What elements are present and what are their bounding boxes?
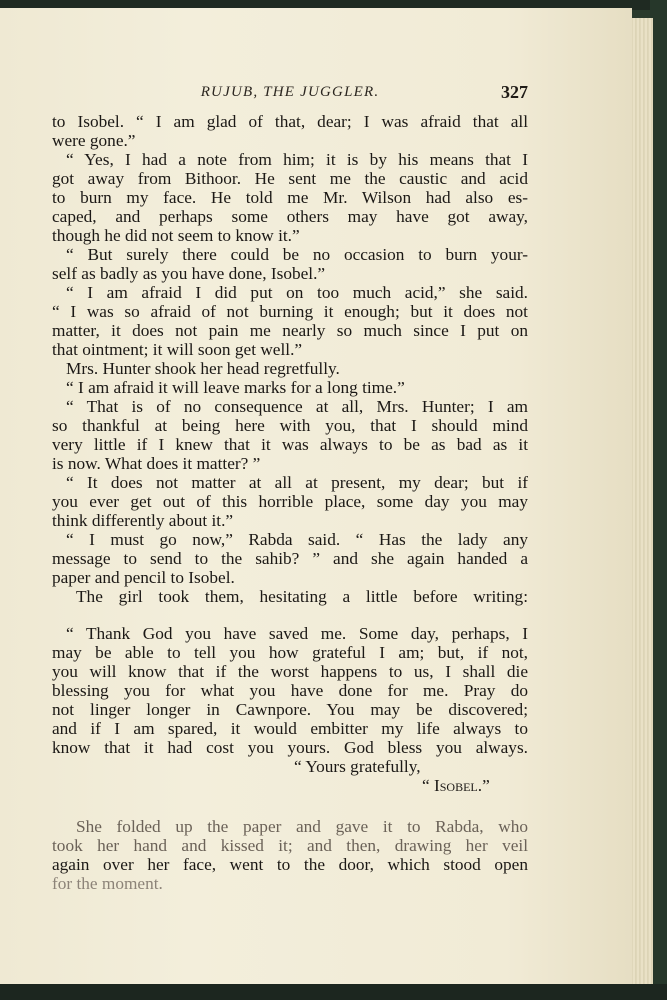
text-line: “ But surely there could be no occasion to burn your-	[66, 245, 528, 264]
text-line: caped, and perhaps some others may have got away,	[52, 207, 528, 226]
text-line: Mrs. Hunter shook her head regretfully.	[66, 359, 340, 378]
text-line: “ I must go now,” Rabda said. “ Has the lady any	[66, 530, 528, 549]
paragraph-gap	[52, 606, 528, 624]
text-line: think differently about it.”	[52, 511, 234, 530]
body-text	[52, 112, 528, 893]
letter-line: blessing you for what you have done for me. Pray do	[52, 681, 528, 700]
text-line: “ That is of no consequence at all, Mrs. Hunter; I am	[66, 397, 528, 416]
letter-line: and if I am spared, it would embitter my life always to	[52, 719, 528, 738]
text-line: though he did not seem to know it.”	[52, 226, 300, 245]
page-header	[52, 80, 528, 104]
text-line: She folded up the paper and gave it to Rabda, who	[76, 817, 528, 836]
text-line: to burn my face. He told me Mr. Wilson had also es-	[52, 188, 528, 207]
text-line: is now. What does it matter? ”	[52, 454, 261, 473]
text-line: The girl took them, hesitating a little before writing:	[76, 587, 528, 606]
text-line: paper and pencil to Isobel.	[52, 568, 235, 587]
text-line: got away from Bithoor. He sent me the caustic and acid	[52, 169, 528, 188]
running-head: RUJUB, THE JUGGLER.	[200, 84, 380, 100]
text-line: very little if I knew that it was always to be as bad as it	[52, 435, 528, 454]
text-line: self as badly as you have done, Isobel.”	[52, 264, 326, 283]
letter-line: you will know that if the worst happens to us, I shall die	[52, 662, 528, 681]
letter-line: “ Thank God you have saved me. Some day, perhaps, I	[66, 624, 528, 643]
letter-line: know that it had cost you yours. God bless you always.	[52, 738, 528, 757]
text-line: matter, it does not pain me nearly so much since I put on	[52, 321, 528, 340]
book-cover-bottom-edge	[0, 984, 667, 1000]
paragraph-gap	[52, 795, 528, 817]
text-line: “ It does not matter at all at present, my dear; but if	[66, 473, 528, 492]
text-line: again over her face, went to the door, which stood open	[52, 855, 528, 874]
letter-closing: “ Yours gratefully,	[294, 757, 421, 776]
text-line: to Isobel. “ I am glad of that, dear; I was afraid that all	[52, 112, 528, 131]
letter-signature: “ Isobel.”	[422, 776, 490, 795]
text-line: took her hand and kissed it; and then, drawing her veil	[52, 836, 528, 855]
text-line: for the moment.	[52, 874, 163, 893]
text-line: “ I was so afraid of not burning it enough; but it does not	[52, 302, 528, 321]
text-line: that ointment; it will soon get well.”	[52, 340, 303, 359]
letter-line: not linger longer in Cawnpore. You may be discovered;	[52, 700, 528, 719]
letter-line: may be able to tell you how grateful I am; but, if not,	[52, 643, 528, 662]
text-line: “ I am afraid it will leave marks for a long time.”	[66, 378, 405, 397]
text-line: so thankful at being here with you, that I should mind	[52, 416, 528, 435]
text-line: you ever get out of this horrible place, some day you may	[52, 492, 528, 511]
text-line: message to send to the sahib? ” and she again handed a	[52, 549, 528, 568]
page-number: 327	[501, 82, 528, 102]
text-line: were gone.”	[52, 131, 136, 150]
text-line: “ I am afraid I did put on too much acid,” she said.	[66, 283, 528, 302]
text-line: “ Yes, I had a note from him; it is by his means that I	[66, 150, 528, 169]
